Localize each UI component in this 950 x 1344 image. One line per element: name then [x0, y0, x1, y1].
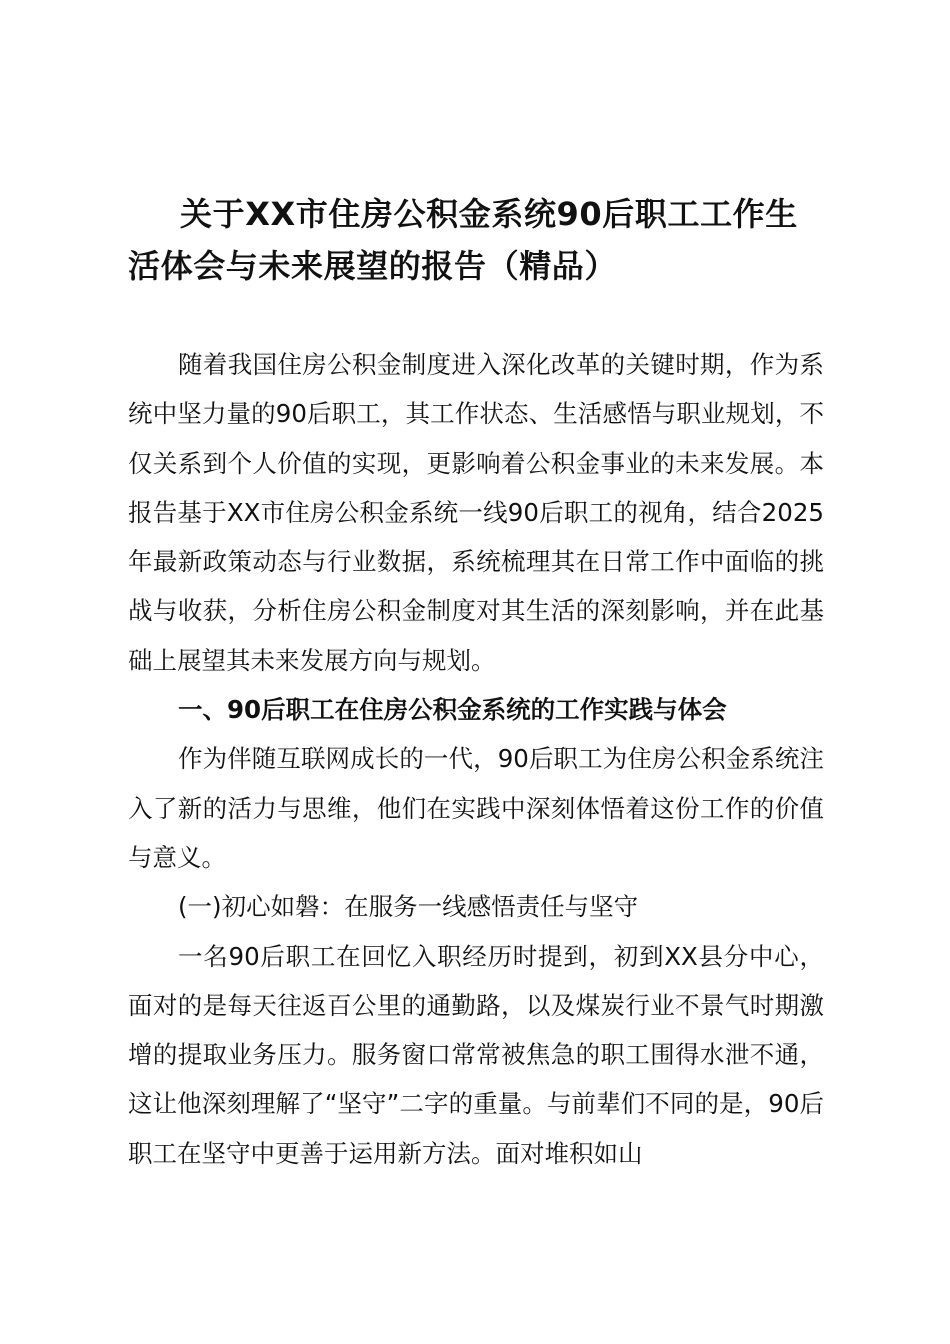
section-1-paragraph: 作为伴随互联网成长的一代，90后职工为住房公积金系统注入了新的活力与思维，他们在实践中深刻体悟着这份工作的价值与意义。 — [128, 744, 824, 872]
document-title: 关于XX市住房公积金系统90后职工工作生活体会与未来展望的报告（精品） — [128, 195, 798, 285]
section-heading-1: 一、90后职工在住房公积金系统的工作实践与体会 — [178, 695, 727, 725]
document-body — [128, 340, 824, 1178]
subsection-1-paragraph: 一名90后职工在回忆入职经历时提到，初到XX县分中心，面对的是每天往返百公里的通勤路，以及煤炭行业不景气时期激增的提取业务压力。服务窗口常常被焦急的职工围得水泄不通，这让他深刻理解了“坚守”二字的重量。与前辈们不同的是，90后职工在坚守中更善于运用新方法。面对堆积如山 — [128, 941, 824, 1168]
intro-paragraph: 随着我国住房公积金制度进入深化改革的关键时期，作为系统中坚力量的90后职工，其工作状态、生活感悟与职业规划，不仅关系到个人价值的实现，更影响着公积金事业的未来发展。本报告基于XX市住房公积金系统一线90后职工的视角，结合2025年最新政策动态与行业数据，系统梳理其在日常工作中面临的挑战与收获，分析住房公积金制度对其生活的深刻影响，并在此基础上展望其未来发展方向与规划。 — [128, 350, 824, 675]
subsection-heading-1: (一)初心如磐：在服务一线感悟责任与坚守 — [178, 892, 639, 922]
